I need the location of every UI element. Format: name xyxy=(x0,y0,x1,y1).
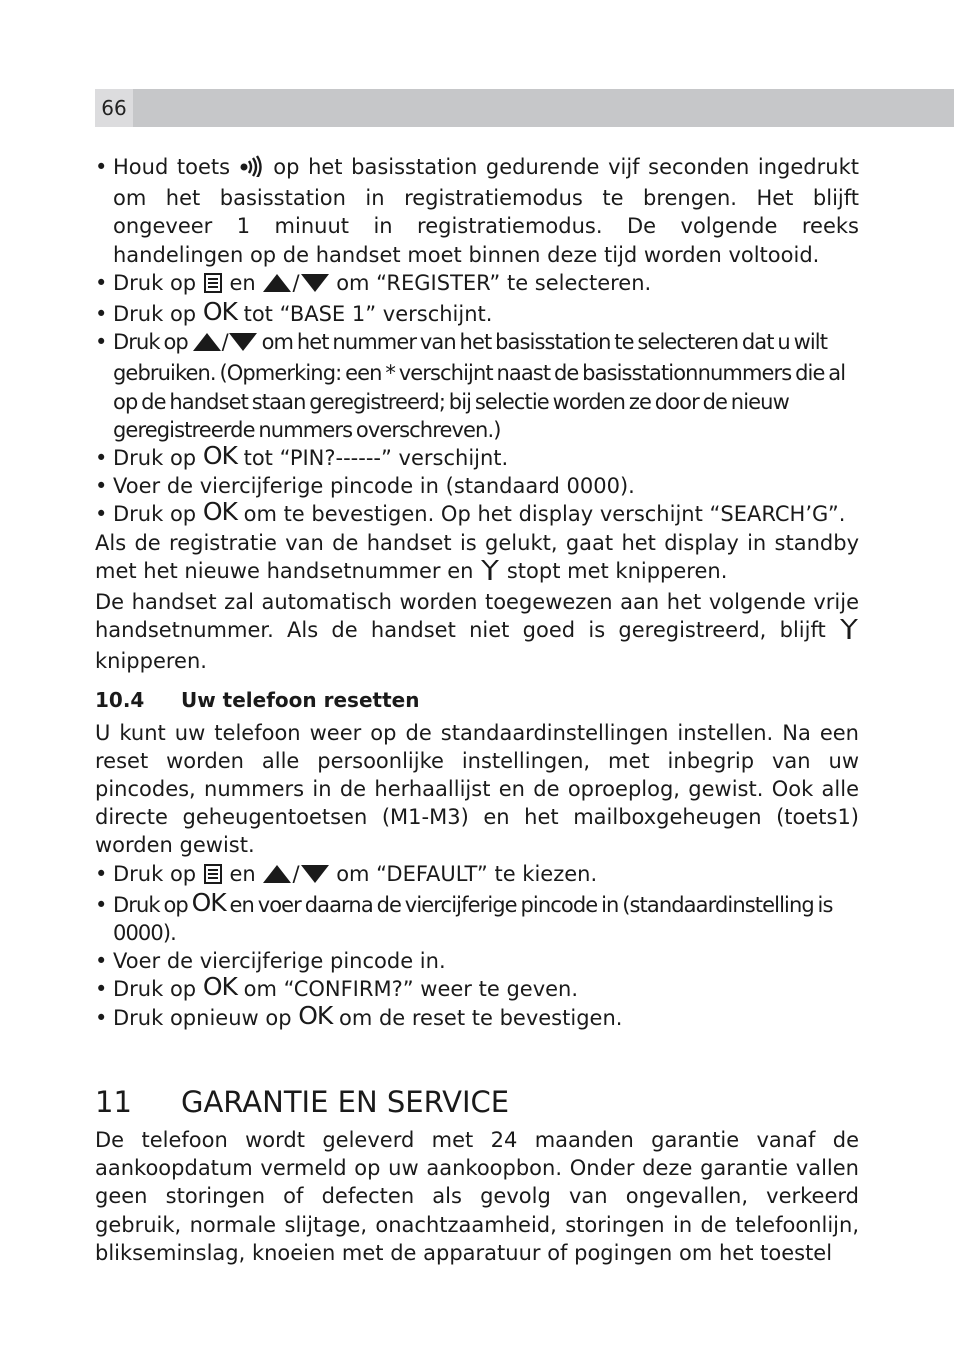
instruction-text: tot “BASE 1” verschijnt. xyxy=(243,302,493,327)
paragraph-text: U kunt uw telefoon weer op de standaardinstellingen instellen. Na een reset worden alle persoonlijke instellingen, met inbegrip van uw pincodes, nummers in de herhaallijst en de oproeplog, gewist. Ook alle directe geheugentoetsen (M1-M3) en het mailboxgeheugen (toets1) worden gewist. xyxy=(95,720,859,858)
up-arrow-icon xyxy=(262,272,292,300)
paragraph xyxy=(95,1126,859,1267)
list-item xyxy=(95,328,859,444)
slash: / xyxy=(292,270,300,295)
ok-key-icon: OK xyxy=(202,441,237,471)
chapter-title: GARANTIE EN SERVICE xyxy=(181,1084,510,1119)
page-number: 66 xyxy=(95,89,133,127)
list-item xyxy=(95,297,859,328)
up-arrow-icon xyxy=(192,331,222,359)
instruction-text: om het nummer van het basisstation te selecteren dat u wilt gebruiken. (Opmerking: een * verschijnt naast de basisstationnummers die al op de handset staan geregistreerd; bij selectie worden ze door de nieuw geregistreerde nummers overschreven.) xyxy=(113,330,846,442)
instruction-text: en xyxy=(229,270,256,295)
list-item xyxy=(95,441,859,472)
instruction-text: Druk op xyxy=(113,977,197,1002)
menu-icon xyxy=(203,272,223,300)
bullet-glyph: • xyxy=(95,1005,108,1030)
ok-key-icon: OK xyxy=(191,887,226,917)
instruction-text: Druk op xyxy=(113,446,197,471)
bullet-glyph: • xyxy=(95,949,108,974)
instruction-text: tot “PIN?------” verschijnt. xyxy=(243,446,509,471)
section-number: 10.4 xyxy=(95,687,145,712)
down-arrow-icon xyxy=(228,331,258,359)
bullet-glyph: • xyxy=(95,302,108,327)
paging-icon xyxy=(239,155,265,184)
list-item xyxy=(95,497,859,528)
instruction-text: om “DEFAULT” te kiezen. xyxy=(336,861,598,886)
instruction-text: om “CONFIRM?” weer te geven. xyxy=(243,977,579,1002)
bullet-glyph: • xyxy=(95,474,108,499)
instruction-text: om de reset te bevestigen. xyxy=(338,1005,623,1030)
bullet-glyph: • xyxy=(95,861,108,886)
bullet-glyph: • xyxy=(95,892,107,917)
bullet-glyph: • xyxy=(95,155,108,179)
instruction-text: Druk op xyxy=(113,302,197,327)
up-arrow-icon xyxy=(262,863,292,891)
bullet-glyph: • xyxy=(95,446,108,471)
instruction-text: Druk op xyxy=(113,861,197,886)
bullet-glyph: • xyxy=(95,502,108,527)
down-arrow-icon xyxy=(300,863,330,891)
paragraph-text: Als de registratie van de handset is gelukt, gaat het display in standby met het nieuwe handsetnummer en xyxy=(95,530,859,583)
page-content xyxy=(95,153,859,1267)
chapter-number: 11 xyxy=(95,1084,132,1119)
paragraph-text: De handset zal automatisch worden toegewezen aan het volgende vrije handsetnummer. Als de handset niet goed is geregistreerd, blijft xyxy=(95,590,859,643)
list-item xyxy=(95,887,859,947)
ok-key-icon: OK xyxy=(202,972,237,1002)
instruction-text: Druk op xyxy=(113,892,188,917)
instruction-text: Druk opnieuw op xyxy=(113,1005,292,1030)
instruction-text: Voer de viercijferige pincode in. xyxy=(113,949,446,974)
instruction-text: om “REGISTER” te selecteren. xyxy=(336,270,652,295)
paragraph xyxy=(95,529,859,588)
section-title: Uw telefoon resetten xyxy=(181,687,420,712)
antenna-icon xyxy=(480,559,500,588)
list-item xyxy=(95,947,859,975)
paragraph-text: De telefoon wordt geleverd met 24 maanden garantie vanaf de aankoopdatum vermeld op uw aankoopbon. Onder deze garantie vallen geen storingen of defecten als gevolg van ongevallen, verkeerd gebruik, normale slijtage, onachtzaamheid, storingen in de telefoonlijn, blikseminslag, knoeien met de apparatuur of pogingen om het toestel xyxy=(95,1127,859,1265)
paragraph-text: stopt met knipperen. xyxy=(506,558,728,583)
chapter-heading xyxy=(95,1082,859,1122)
ok-key-icon: OK xyxy=(202,497,237,527)
instruction-text: Druk op xyxy=(113,502,197,527)
list-item xyxy=(95,269,859,300)
bullet-glyph: • xyxy=(95,977,108,1002)
menu-icon xyxy=(203,863,223,891)
list-item xyxy=(95,972,859,1003)
list-item xyxy=(95,153,859,269)
bullet-glyph: • xyxy=(95,330,107,355)
down-arrow-icon xyxy=(300,272,330,300)
paragraph xyxy=(95,719,859,860)
list-item xyxy=(95,472,859,500)
paragraph xyxy=(95,588,859,676)
antenna-icon xyxy=(839,618,859,647)
list-item xyxy=(95,1000,859,1032)
ok-key-icon: OK xyxy=(298,1000,333,1030)
instruction-text: op het basisstation gedurende vijf seconden ingedrukt om het basisstation in registratiemodus te brengen. Het blijft ongeveer 1 minuut in registratiemodus. De volgende reeks handelingen op de handset moet binnen deze tijd worden voltooid. xyxy=(113,155,859,267)
instruction-text: en xyxy=(229,861,256,886)
section-heading xyxy=(95,685,859,715)
instruction-text: Houd toets xyxy=(113,155,231,179)
ok-key-icon: OK xyxy=(202,297,237,327)
instruction-text: om te bevestigen. Op het display verschijnt “SEARCH’G”. xyxy=(243,502,846,527)
bullet-glyph: • xyxy=(95,270,108,295)
slash: / xyxy=(292,861,300,886)
instruction-text: Voer de viercijferige pincode in (standaard 0000). xyxy=(113,474,635,499)
header-bar xyxy=(95,89,954,127)
instruction-text: Druk op xyxy=(113,270,197,295)
slash: / xyxy=(221,330,228,355)
instruction-text: Druk op xyxy=(113,330,188,355)
instruction-text: en voer daarna de viercijferige pincode in (standaardinstelling is 0000). xyxy=(113,892,833,946)
list-item xyxy=(95,860,859,891)
paragraph-text: knipperen. xyxy=(95,649,207,674)
